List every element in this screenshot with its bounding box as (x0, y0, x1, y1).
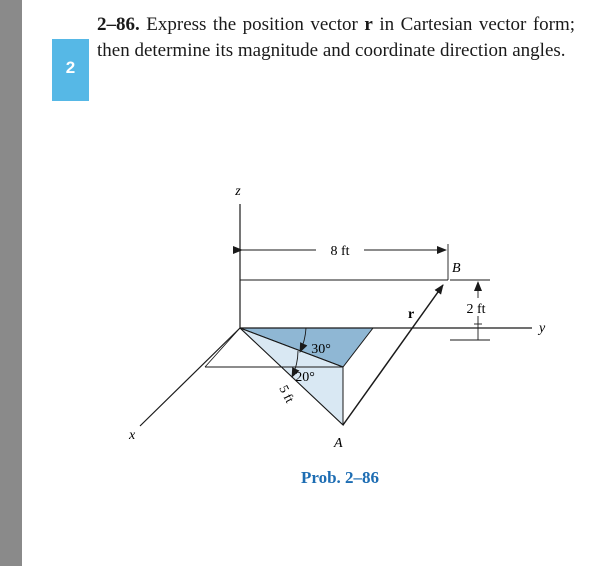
point-a-label: A (334, 436, 343, 451)
dim-8ft-label: 8 ft (330, 244, 350, 259)
point-b-label: B (452, 261, 461, 276)
vector-r-label: r (408, 307, 415, 322)
vector-r-line (343, 285, 443, 425)
problem-text-before: Express the position vector (146, 14, 358, 35)
problem-text-after: in Cartesian vector form; then determine its magnitude and coordinate direction angles. (97, 14, 576, 61)
angle-30-label: 30° (311, 342, 331, 357)
x-axis-label: x (129, 428, 136, 443)
figure-caption: Prob. 2–86 (300, 468, 380, 487)
chapter-tab-number: 2 (65, 58, 76, 77)
angle-20-label: 20° (295, 370, 315, 385)
vector-symbol: r (364, 14, 373, 35)
dim-5ft-label: 5 ft (276, 382, 298, 406)
y-axis-label: y (539, 321, 546, 336)
construction-line-x (205, 328, 240, 367)
z-axis-label: z (235, 184, 241, 199)
dim-2ft-label: 2 ft (466, 302, 486, 317)
x-axis-line (140, 328, 240, 426)
problem-number: 2–86. (97, 14, 140, 35)
